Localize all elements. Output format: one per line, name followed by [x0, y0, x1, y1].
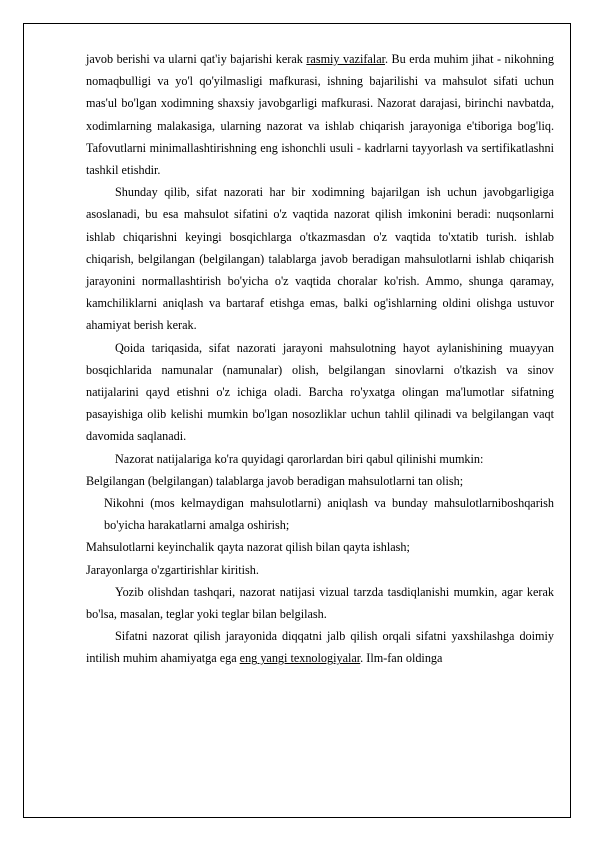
paragraph-3: Qoida tariqasida, sifat nazorati jarayoni mahsulotning hayot aylanishining muayyan bosqichlarida namunalar (namunalar) olish, belgilangan sinovlarni o'tkazish va sinov natijalarini qayd etishni o'z ichiga oladi. Barcha ro'yxatga olingan ma'lumotlar sifatning pasayishiga olib kelishi mumkin bo'lgan nosozliklar uchun tahlil qilinadi va belgilangan vaqt davomida saqlanadi.: [86, 340, 554, 444]
list-item-4: Jarayonlarga o'zgartirishlar kiritish.: [86, 562, 259, 577]
paragraph-decisions-intro: Nazorat natijalariga ko'ra quyidagi qarorlardan biri qabul qilinishi mumkin:: [115, 451, 484, 466]
paragraph-4: Yozib olishdan tashqari, nazorat natijasi vizual tarzda tasdiqlanishi mumkin, agar kerak bo'lsa, masalan, teglar yoki teglar bilan belgilash.: [86, 584, 554, 622]
link-rasmiy-vazifalar[interactable]: rasmiy vazifalar: [306, 52, 385, 66]
document-body: [86, 48, 554, 670]
link-eng-yangi-texnologiyalar[interactable]: eng yangi texnologiyalar: [239, 651, 361, 666]
list-item-3: Mahsulotlarni keyinchalik qayta nazorat qilish bilan qayta ishlash;: [86, 540, 410, 555]
paragraph-5: Sifatni nazorat qilish jarayonida diqqatni jalb qilish orqali sifatni yaxshilashga doimiy intilish muhim ahamiyatga ega eng yangi texnologiyalar. Ilm-fan oldinga: [86, 629, 554, 666]
list-item-1: Belgilangan (belgilangan) talablarga javob beradigan mahsulotlarni tan olish;: [86, 473, 464, 488]
paragraph-1: javob berishi va ularni qat'iy bajarishi kerak rasmiy vazifalar. Bu erda muhim jihat - nikohning nomaqbulligi va yo'l qo'yilmasligi mafkurasi, ishning bajarilishi va mahsulot sifati uchun mas'ul bo'lgan xodimning shaxsiy javobgarligi mafkurasi. Nazorat darajasi, birinchi navbatda, xodimlarning malakasiga, ularning nazorat va ishlab chiqarish jarayoniga e'tiboriga bog'liq. Tafovutlarni minimallashtirishning eng ishonchli usuli - kadrlarni tayyorlash va sertifikatlashni tashkil etishdir.: [86, 52, 554, 178]
paragraph-2: Shunday qilib, sifat nazorati har bir xodimning bajarilgan ish uchun javobgarligiga asoslanadi, bu esa mahsulot sifatini o'z vaqtida nazorat qilish imkonini beradi: nuqsonlarni ishlab chiqarishni keyingi bosqichlarga o'tkazmasdan o'z vaqtida to'xtatib turish. ishlab chiqarish, belgilangan (belgilangan) talablarga javob beradigan mahsulotlarni ishlab chiqarish jarayonini normallashtirish bo'yicha o'z vaqtida choralar ko'rish. Ammo, shunga qaramay, kamchiliklarni aniqlash va bartaraf etishga emas, balki og'ishlarning oldini olishga ustuvor ahamiyat berish kerak.: [86, 185, 554, 333]
list-item-2: Nikohni (mos kelmaydigan mahsulotlarni) aniqlash va bunday mahsulotlarniboshqarish bo'yicha harakatlarni amalga oshirish;: [104, 496, 554, 533]
